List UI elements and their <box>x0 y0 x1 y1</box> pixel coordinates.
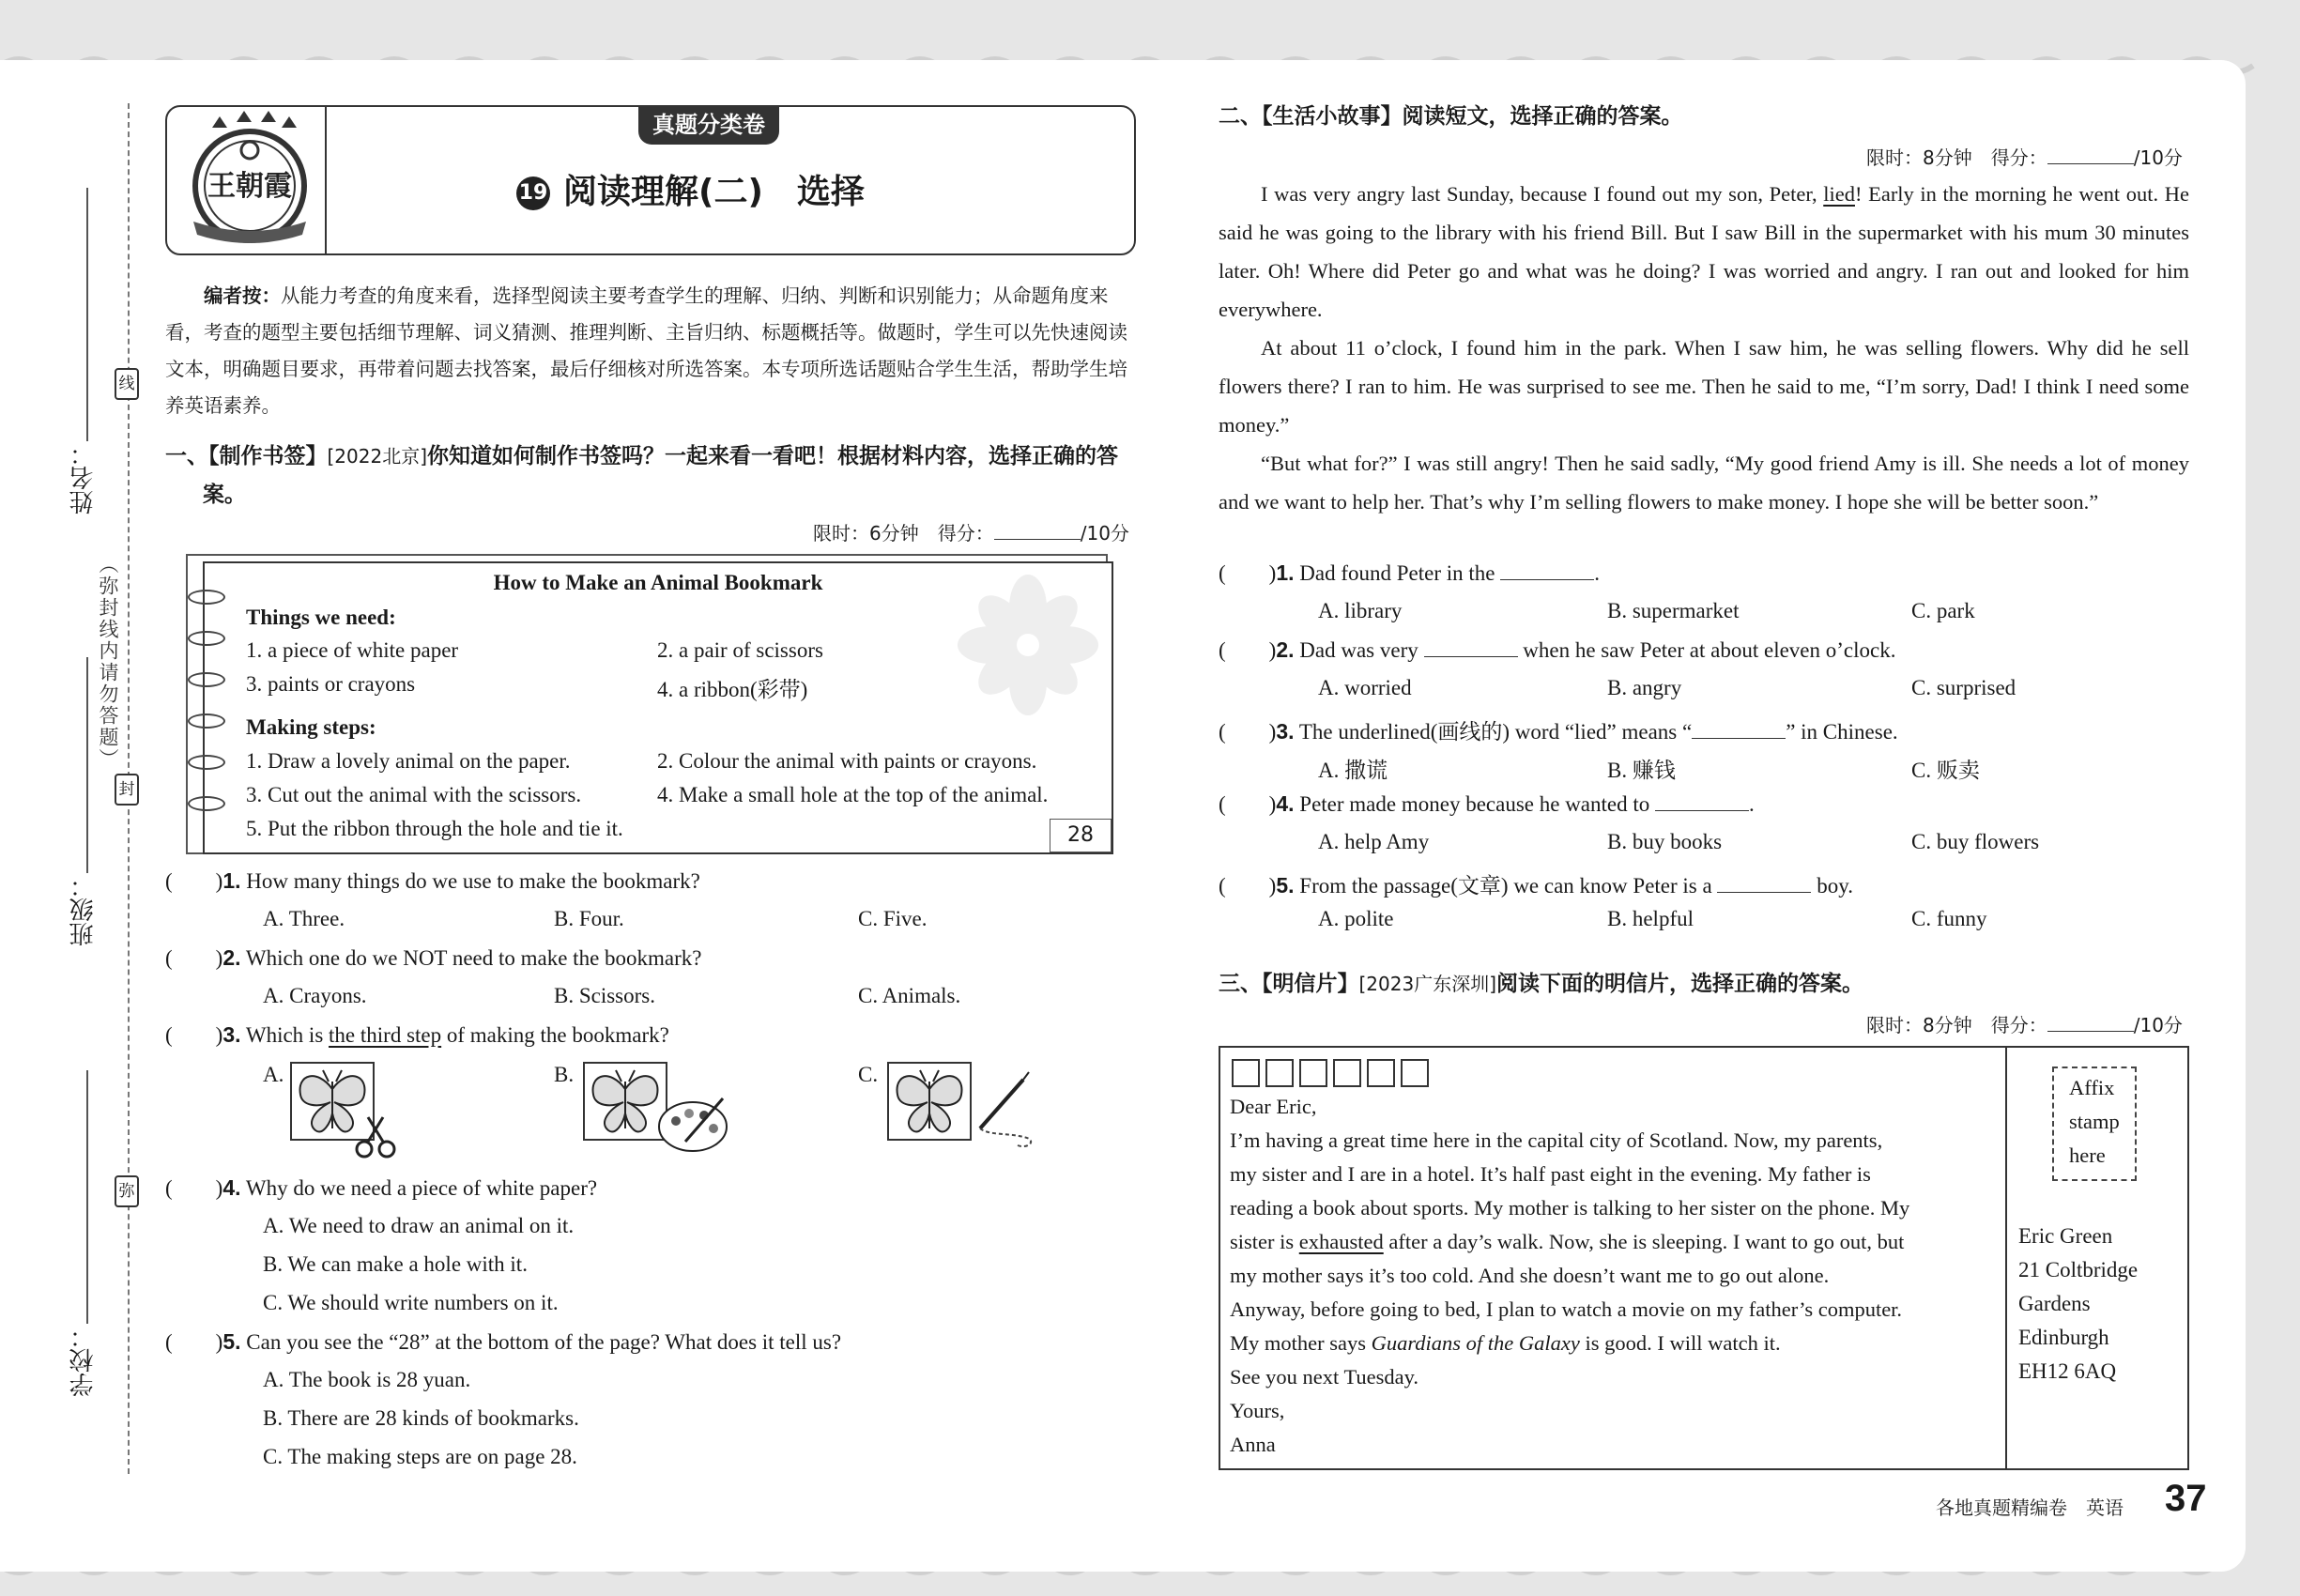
postcode-box[interactable] <box>1299 1059 1327 1087</box>
s2-q4-option-b[interactable]: B. buy books <box>1607 830 1723 853</box>
s2-q2-option-b[interactable]: B. angry <box>1607 676 1682 699</box>
postcard-line: my mother says it’s too cold. And she doesn’t want me to go out alone. <box>1230 1264 1830 1287</box>
postcode-box[interactable] <box>1232 1059 1260 1087</box>
postcard-line: reading a book about sports. My mother is talking to her sister on the phone. My <box>1230 1196 1910 1220</box>
class-input-line[interactable] <box>86 657 88 873</box>
postcode-box[interactable] <box>1333 1059 1361 1087</box>
s2-q5-option-b[interactable]: B. helpful <box>1607 907 1694 930</box>
school-input-line[interactable] <box>86 1070 88 1324</box>
card-need-item: 4. a ribbon(彩带) <box>657 678 808 701</box>
section1-title: 一、【制作书签】 <box>165 444 328 468</box>
section2-score-total: /10分 <box>2133 146 2183 169</box>
section2-instruction: 阅读短文，选择正确的答案。 <box>1402 104 1683 129</box>
name-input-line[interactable] <box>86 188 88 441</box>
footer-page-number: 37 <box>2165 1478 2207 1519</box>
card-step-item: 2. Colour the animal with paints or crayons. <box>657 749 1037 773</box>
card-need-item: 1. a piece of white paper <box>246 638 459 662</box>
s2-q4-fill-blank[interactable] <box>1655 810 1749 811</box>
s2-q1-option-c[interactable]: C. park <box>1911 599 1975 622</box>
postcode-box[interactable] <box>1367 1059 1395 1087</box>
footer-book-title: 各地真题精编卷 英语 <box>1936 1496 2124 1519</box>
title-text: 阅读理解(二) 选择 <box>563 173 865 211</box>
section1-source: [2022北京] <box>327 445 428 468</box>
editor-note-text: 从能力考查的角度来看，选择型阅读主要考查学生的理解、归纳、判断和识别能力；从命题角度来看，考查的题型主要包括细节理解、词义猜测、推理判断、主旨归纳、标题概括等。做题时，学生可以先快速阅读文本，明确题目要求，再带着问题去找答案，最后仔细核对所选答案。本专项所选话题贴合学生生活，帮助学生培养英语素养。 <box>165 284 1127 417</box>
postcard-signature: Anna <box>1230 1433 1276 1456</box>
address-line: Edinburgh <box>2018 1326 2109 1349</box>
section3-score-total: /10分 <box>2133 1014 2183 1036</box>
postcode-box[interactable] <box>1401 1059 1429 1087</box>
s2-q5-option-c[interactable]: C. funny <box>1911 907 1987 930</box>
postcard-divider <box>2005 1046 2007 1470</box>
s1-q5-option-c[interactable]: C. The making steps are on page 28. <box>263 1445 577 1468</box>
flower-watermark-icon <box>958 575 1098 715</box>
card-ring <box>188 796 225 811</box>
card-step-item: 5. Put the ribbon through the hole and tie it. <box>246 817 623 840</box>
card-title: How to Make an Animal Bookmark <box>493 571 823 594</box>
s1-q4-option-c[interactable]: C. We should write numbers on it. <box>263 1291 559 1314</box>
card-page-number: 28 <box>1050 819 1112 852</box>
postcard-greeting: Dear Eric, <box>1230 1095 1317 1118</box>
s1-q5-option-a[interactable]: A. The book is 28 yuan. <box>263 1368 471 1391</box>
s1-q3-option-b[interactable]: B. <box>554 1063 575 1086</box>
section2-time-limit: 限时：8分钟 <box>1866 146 1972 169</box>
address-line: Gardens <box>2018 1292 2091 1315</box>
seal-char-xian: 线 <box>115 368 139 400</box>
s1-question-3: ( )3. Which is the third step of making the bookmark? <box>165 1022 669 1047</box>
card-ring <box>188 672 225 687</box>
s2-q5-fill-blank[interactable] <box>1717 892 1811 893</box>
s1-question-5: ( )5. Can you see the “28” at the bottom of the page? What does it tell us? <box>165 1329 842 1354</box>
section3-instruction: 阅读下面的明信片，选择正确的答案。 <box>1496 972 1864 996</box>
story-paragraph-2: At about 11 o’clock, I found him in the park. When I saw him, he was selling flowers. Why did he sell flowers there? I ran to him. He was surprised to see me. Then he said to me, “I’m sorry, Dad! I think I need some money.” <box>1219 336 2189 437</box>
class-label: 班级： <box>69 873 98 946</box>
s2-question-5: ( )5. From the passage(文章) we can know Peter is a boy. <box>1219 873 1853 898</box>
section3-timer <box>1866 1010 2183 1037</box>
section3-score-label: 得分： <box>1990 1014 2047 1036</box>
s1-q2-option-c[interactable]: C. Animals. <box>858 984 961 1007</box>
card-need-item: 3. paints or crayons <box>246 672 416 696</box>
section2-timer <box>1866 143 2183 170</box>
s1-q4-option-b[interactable]: B. We can make a hole with it. <box>263 1252 528 1276</box>
postcard-line: I’m having a great time here in the capital city of Scotland. Now, my parents, <box>1230 1128 1883 1152</box>
section2-score-field[interactable] <box>2047 163 2134 164</box>
s1-q2-option-a[interactable]: A. Crayons. <box>263 984 367 1007</box>
card-steps-heading: Making steps: <box>246 715 376 739</box>
s2-q3-fill-blank[interactable] <box>1692 738 1786 739</box>
card-step-item: 1. Draw a lovely animal on the paper. <box>246 749 571 773</box>
s1-question-2: ( )2. Which one do we NOT need to make the bookmark? <box>165 945 702 970</box>
postcode-box[interactable] <box>1265 1059 1294 1087</box>
section2-title: 二、【生活小故事】 <box>1219 104 1403 129</box>
address-line: 21 Coltbridge <box>2018 1258 2139 1281</box>
postcard-line: sister is exhausted after a day’s walk. Now, she is sleeping. I want to go out, but <box>1230 1230 1905 1253</box>
story-paragraph-1: I was very angry last Sunday, because I found out my son, Peter, lied! Early in the morning he went out. He said he was going to the library with his friend Bill. But I saw Bill in the supermarket with his mum 30 minutes later. Oh! Where did Peter go and what was he doing? I was worried and angry. I ran out and looked for him everywhere. <box>1219 182 2189 321</box>
butterfly-palette-picture[interactable] <box>582 1061 732 1162</box>
s2-question-2: ( )2. Dad was very when he saw Peter at about eleven o’clock. <box>1219 637 1896 662</box>
s1-q1-option-c[interactable]: C. Five. <box>858 907 928 930</box>
s2-q3-option-a[interactable]: A. 撒谎 <box>1318 759 1388 782</box>
s2-q5-option-a[interactable]: A. polite <box>1318 907 1394 930</box>
s1-q1-option-b[interactable]: B. Four. <box>554 907 624 930</box>
card-step-item: 3. Cut out the animal with the scissors. <box>246 783 582 806</box>
section1-time-limit: 限时：6分钟 <box>813 522 919 545</box>
brand-logo-icon <box>184 109 315 250</box>
s2-q3-option-c[interactable]: C. 贩卖 <box>1911 759 1980 782</box>
s2-q4-option-a[interactable]: A. help Amy <box>1318 830 1430 853</box>
stamp-text: here <box>2069 1143 2106 1167</box>
s1-q1-option-a[interactable]: A. Three. <box>263 907 345 930</box>
card-step-item: 4. Make a small hole at the top of the animal. <box>657 783 1049 806</box>
section1-heading <box>165 437 1136 514</box>
postcard-line: my sister and I are in a hotel. It’s half past eight in the evening. My father is <box>1230 1162 1871 1186</box>
section3-source: [2023广东深圳] <box>1358 973 1497 995</box>
section2-heading <box>1219 98 1683 136</box>
butterfly-needle-picture[interactable] <box>886 1061 1046 1162</box>
seal-char-mi: 弥 <box>115 1175 139 1207</box>
s2-q1-option-a[interactable]: A. library <box>1318 599 1403 622</box>
card-ring <box>188 755 225 770</box>
title-number-badge: 19 <box>516 176 550 210</box>
postcard-closing: Yours, <box>1230 1399 1285 1422</box>
s1-q5-option-b[interactable]: B. There are 28 kinds of bookmarks. <box>263 1406 579 1430</box>
section1-instruction: 你知道如何制作书签吗？一起来看一看吧！根据材料内容，选择正确的答案。 <box>203 444 1119 507</box>
card-ring <box>188 631 225 646</box>
section3-heading <box>1219 965 1863 1004</box>
stamp-text: stamp <box>2069 1110 2120 1133</box>
logo-lettering: 王朝霞 <box>207 170 292 203</box>
s2-question-1: ( )1. Dad found Peter in the . <box>1219 560 1601 585</box>
seal-warning-note: （弥封线内请勿答题） <box>97 554 119 770</box>
s2-q2-option-c[interactable]: C. surprised <box>1911 676 2016 699</box>
section3-time-limit: 限时：8分钟 <box>1866 1014 1972 1036</box>
s2-q2-fill-blank[interactable] <box>1424 656 1518 657</box>
s1-q3-option-c[interactable]: C. <box>858 1063 879 1086</box>
butterfly-scissors-picture[interactable] <box>289 1061 406 1162</box>
section2-score-label: 得分： <box>1990 146 2047 169</box>
s1-q3-option-a[interactable]: A. <box>263 1063 284 1086</box>
s1-question-1: ( )1. How many things do we use to make the bookmark? <box>165 868 700 893</box>
card-needs-heading: Things we need: <box>246 606 396 629</box>
stamp-text: Affix <box>2069 1076 2115 1099</box>
s2-question-4: ( )4. Peter made money because he wanted to . <box>1219 791 1755 816</box>
editor-note <box>165 278 1136 424</box>
address-line: Eric Green <box>2018 1224 2113 1248</box>
s2-q3-option-b[interactable]: B. 赚钱 <box>1607 759 1676 782</box>
s2-q4-option-c[interactable]: C. buy flowers <box>1911 830 2040 853</box>
section1-timer <box>813 518 1129 545</box>
postcard-line: My mother says Guardians of the Galaxy is good. I will watch it. <box>1230 1331 1781 1355</box>
header-divider <box>325 107 327 253</box>
s1-q2-option-b[interactable]: B. Scissors. <box>554 984 655 1007</box>
card-need-item: 2. a pair of scissors <box>657 638 823 662</box>
name-label: 姓名： <box>69 441 98 514</box>
address-line: EH12 6AQ <box>2018 1359 2117 1383</box>
section1-score-label: 得分： <box>937 522 994 545</box>
s2-q1-fill-blank[interactable] <box>1500 579 1594 580</box>
page-title <box>516 165 865 213</box>
section1-score-total: /10分 <box>1080 522 1129 545</box>
card-ring <box>188 714 225 729</box>
s1-question-4: ( )4. Why do we need a piece of white paper? <box>165 1175 598 1200</box>
s2-question-3: ( )3. The underlined(画线的) word “lied” means “ ” in Chinese. <box>1219 719 1898 744</box>
editor-note-label: 编者按： <box>204 284 281 307</box>
section3-score-field[interactable] <box>2047 1031 2134 1032</box>
story-paragraph-3: “But what for?” I was still angry! Then he said sadly, “My good friend Amy is ill. She needs a lot of money and we want to help her. That’s why I’m selling flowers to make money. I hope she will be better soon.” <box>1219 452 2189 514</box>
section1-score-field[interactable] <box>994 539 1081 540</box>
postcard-line: See you next Tuesday. <box>1230 1365 1419 1389</box>
s2-q2-option-a[interactable]: A. worried <box>1318 676 1412 699</box>
section3-title: 三、【明信片】 <box>1219 972 1359 996</box>
s2-q1-option-b[interactable]: B. supermarket <box>1607 599 1740 622</box>
s1-q4-option-a[interactable]: A. We need to draw an animal on it. <box>263 1214 575 1237</box>
school-label: 学校： <box>69 1324 98 1397</box>
header-tag: 真题分类卷 <box>638 105 779 145</box>
postcard-line: Anyway, before going to bed, I plan to watch a movie on my father’s computer. <box>1230 1297 1903 1321</box>
seal-char-feng: 封 <box>115 774 139 806</box>
